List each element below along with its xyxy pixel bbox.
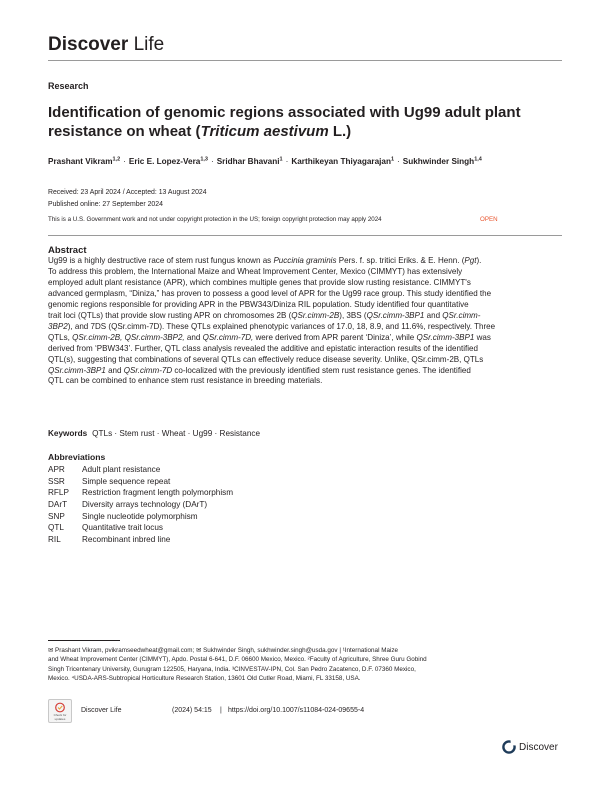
abstract-body (48, 256, 564, 387)
keywords (48, 429, 260, 438)
author-affiliation: 1 (279, 156, 283, 163)
abstract-italic: 3BP2 (48, 321, 68, 331)
article-category: Research (48, 81, 89, 91)
abstract-italic: QSr.cimm-2B, QSr.cimm-3BP2, (72, 332, 185, 342)
abstract-text: ), 3BS ( (339, 310, 367, 320)
author-name[interactable]: Karthikeyan Thiyagarajan (291, 157, 391, 166)
abstract-line: employed adult plant resistance (APR), which combines multiple genes that provide slow rusting resistance. CIMMYT's (48, 277, 471, 287)
abstract-line: To address this problem, the International Maize and Wheat Improvement Center, Mexico (CIMMYT) has extensively (48, 266, 463, 276)
abstract-line: advanced germplasm, “Diniza,” has proven to possess a good level of APR for the Ug99 race group. This study identified the (48, 288, 492, 298)
abstract-line: QTL(s), suggesting that combinations of several QTLs can effectively reduce disease severity. Unlike, QSr.cimm-2B, QTLs (48, 354, 484, 364)
published-online: Published online: 27 September 2024 (48, 200, 163, 208)
abbreviation-key: SSR (48, 476, 65, 486)
footnote-line: and Wheat Improvement Center (CIMMYT), Apdo. Postal 6-641, D.F. 06600 Mexico, Mexico. ²Faculty of Agriculture, Shree Guru Gobind (48, 656, 427, 664)
abbreviation-key: RFLP (48, 488, 69, 498)
abbreviation-key: QTL (48, 523, 64, 533)
footnote-line: Singh Tricentenary University, Gurugram 122505, Haryana, India. ³CINVESTAV-IPN, Col. San Pedro Zacatenco, D.F. 07360 Mexico, (48, 665, 416, 673)
abbreviation-key: APR (48, 465, 65, 474)
check-for-updates-label: Check for updates (53, 713, 67, 721)
abstract-text: ). (476, 256, 482, 265)
abbreviation-key: RIL (48, 534, 61, 544)
abbreviation-definition: Quantitative trait locus (82, 523, 164, 533)
footnote-line: ✉ Prashant Vikram, pvikramseedwheat@gmail.com; ✉ Sukhwinder Singh, sukhwinder.singh@usda.gov | ¹International Maize (48, 647, 399, 654)
author-list (48, 156, 568, 168)
abstract-italic: QSr.cimm-3BP1 (48, 365, 106, 375)
discover-logo-icon (502, 740, 516, 754)
abstract-text: and (105, 365, 124, 375)
author-separator: · (397, 157, 400, 166)
abstract-line (48, 311, 564, 322)
discover-logo (502, 740, 558, 754)
discover-logo-text: Discover (519, 741, 558, 753)
abstract-text: trait loci (QTLs) that provide slow rusting APR on chromosomes 2B ( (48, 310, 292, 320)
author-separator: · (285, 157, 289, 166)
abbreviation-definition: Single nucleotide polymorphism (82, 511, 198, 521)
author-name[interactable]: Prashant Vikram (48, 157, 113, 166)
abbreviation-row (48, 534, 233, 546)
journal-name-light: Life (133, 34, 165, 55)
abbreviations-list (48, 464, 233, 546)
abstract-line (48, 322, 564, 333)
author-separator: · (210, 157, 214, 166)
abbreviation-row (48, 487, 233, 499)
abstract-line (48, 366, 564, 377)
author-name[interactable]: Sukhwinder Singh (402, 157, 475, 166)
abbreviation-row (48, 464, 233, 476)
abstract-text: QTLs, (48, 332, 73, 342)
abstract-text: were derived from APR parent ‘Diniza’, while (253, 332, 417, 342)
received-accepted: Received: 23 April 2024 / Accepted: 13 August 2024 (48, 189, 207, 196)
footer-separator: | (220, 707, 222, 714)
abstract-italic: QSr.cimm-3BP1 (416, 332, 475, 342)
author-name[interactable]: Eric E. Lopez-Vera (128, 157, 201, 166)
abstract-rule (48, 235, 562, 236)
abstract-italic: QSr.cimm-2B (291, 310, 340, 320)
abstract-text: Ug99 is a highly destructive race of stem rust fungus known as (48, 256, 274, 265)
abstract-italic: QSr.cimm- (442, 310, 481, 320)
abstract-italic: QSr.cimm-7D (123, 365, 173, 375)
abstract-line (48, 256, 564, 267)
footer-volume: (2024) 54:15 (172, 707, 212, 714)
abbreviation-definition: Restriction fragment length polymorphism (82, 488, 234, 498)
abstract-line: derived from ‘PBW343’. Further, QTL class analysis revealed the additive and epistatic interaction results of the identified (48, 343, 478, 353)
author-affiliation: 1,4 (474, 156, 482, 163)
abstract-heading: Abstract (48, 245, 87, 256)
title-line2-a: resistance on wheat ( (48, 122, 201, 140)
abstract-line (48, 333, 564, 344)
open-access-badge[interactable]: OPEN (480, 216, 498, 223)
abstract-text: Pers. f. sp. tritici Eriks. & E. Henn. ( (336, 256, 465, 265)
abbreviation-definition: Recombinant inbred line (82, 534, 171, 544)
article-dates (48, 187, 207, 210)
abstract-text: was (474, 332, 491, 342)
abbreviation-row (48, 499, 233, 511)
abstract-italic: QSr.cimm-3BP1 (366, 310, 425, 320)
footnote-line: Mexico. ⁴USDA-ARS-Subtropical Horticulture Research Station, 13601 Old Cutler Road, Miami, FL 33158, USA. (48, 674, 361, 682)
abbreviation-row (48, 511, 233, 523)
author-affiliation: 1,3 (200, 156, 208, 163)
title-species: Triticum aestivum (200, 122, 329, 140)
abbreviations-heading: Abbreviations (48, 452, 106, 462)
journal-name (48, 34, 164, 56)
copyright-notice: This is a U.S. Government work and not under copyright protection in the US; foreign copyright protection may apply 2024 (48, 216, 382, 223)
abstract-italic: Pgt (464, 256, 477, 265)
abbreviation-definition: Adult plant resistance (82, 465, 161, 474)
abbreviation-row (48, 476, 233, 488)
author-affiliation: 1,2 (112, 156, 121, 163)
author-affiliation: 1 (390, 156, 395, 163)
abstract-line: genomic regions responsible for providing APR in the PBW343/Diniza RIL population. Study identified four quantitative (48, 299, 469, 309)
keywords-list: QTLs · Stem rust · Wheat · Ug99 · Resistance (92, 429, 261, 438)
author-separator: · (123, 157, 126, 166)
abbreviation-key: SNP (48, 511, 65, 521)
abbreviation-row (48, 522, 233, 534)
author-name[interactable]: Sridhar Bhavani (216, 157, 280, 166)
abstract-text: and (184, 332, 203, 342)
abbreviation-key: DArT (48, 499, 68, 509)
abstract-text: co-localized with the previously identified stem rust resistance genes. The identified (172, 365, 471, 375)
article-title (48, 104, 562, 141)
doi-link[interactable]: https://doi.org/10.1007/s11084-024-09655-4 (228, 707, 365, 714)
check-for-updates-badge[interactable] (48, 699, 72, 723)
footnote-rule (48, 640, 120, 641)
abstract-line: QTL can be combined to enhance stem rust resistance in breeding materials. (48, 376, 323, 386)
footer-journal: Discover Life (81, 707, 122, 714)
abstract-italic: QSr.cimm-7D, (202, 332, 254, 342)
header-rule (48, 60, 562, 61)
affiliations-footnote (48, 646, 564, 683)
check-updates-icon (55, 702, 65, 713)
abstract-text: ), and 7DS (QSr.cimm-7D). These QTLs explained phenotypic variances of 17.0, 18, 8.9, and 11.6%, respectively. Three (67, 321, 496, 331)
journal-name-bold: Discover (48, 34, 129, 55)
title-line2-b: L.) (328, 122, 352, 140)
title-line1: Identification of genomic regions associated with Ug99 adult plant (48, 104, 521, 121)
abstract-italic: Puccinia graminis (273, 256, 337, 265)
keywords-heading: Keywords (48, 429, 88, 438)
abstract-text: and (424, 310, 443, 320)
abbreviation-definition: Simple sequence repeat (82, 476, 171, 486)
abbreviation-definition: Diversity arrays technology (DArT) (82, 499, 208, 509)
